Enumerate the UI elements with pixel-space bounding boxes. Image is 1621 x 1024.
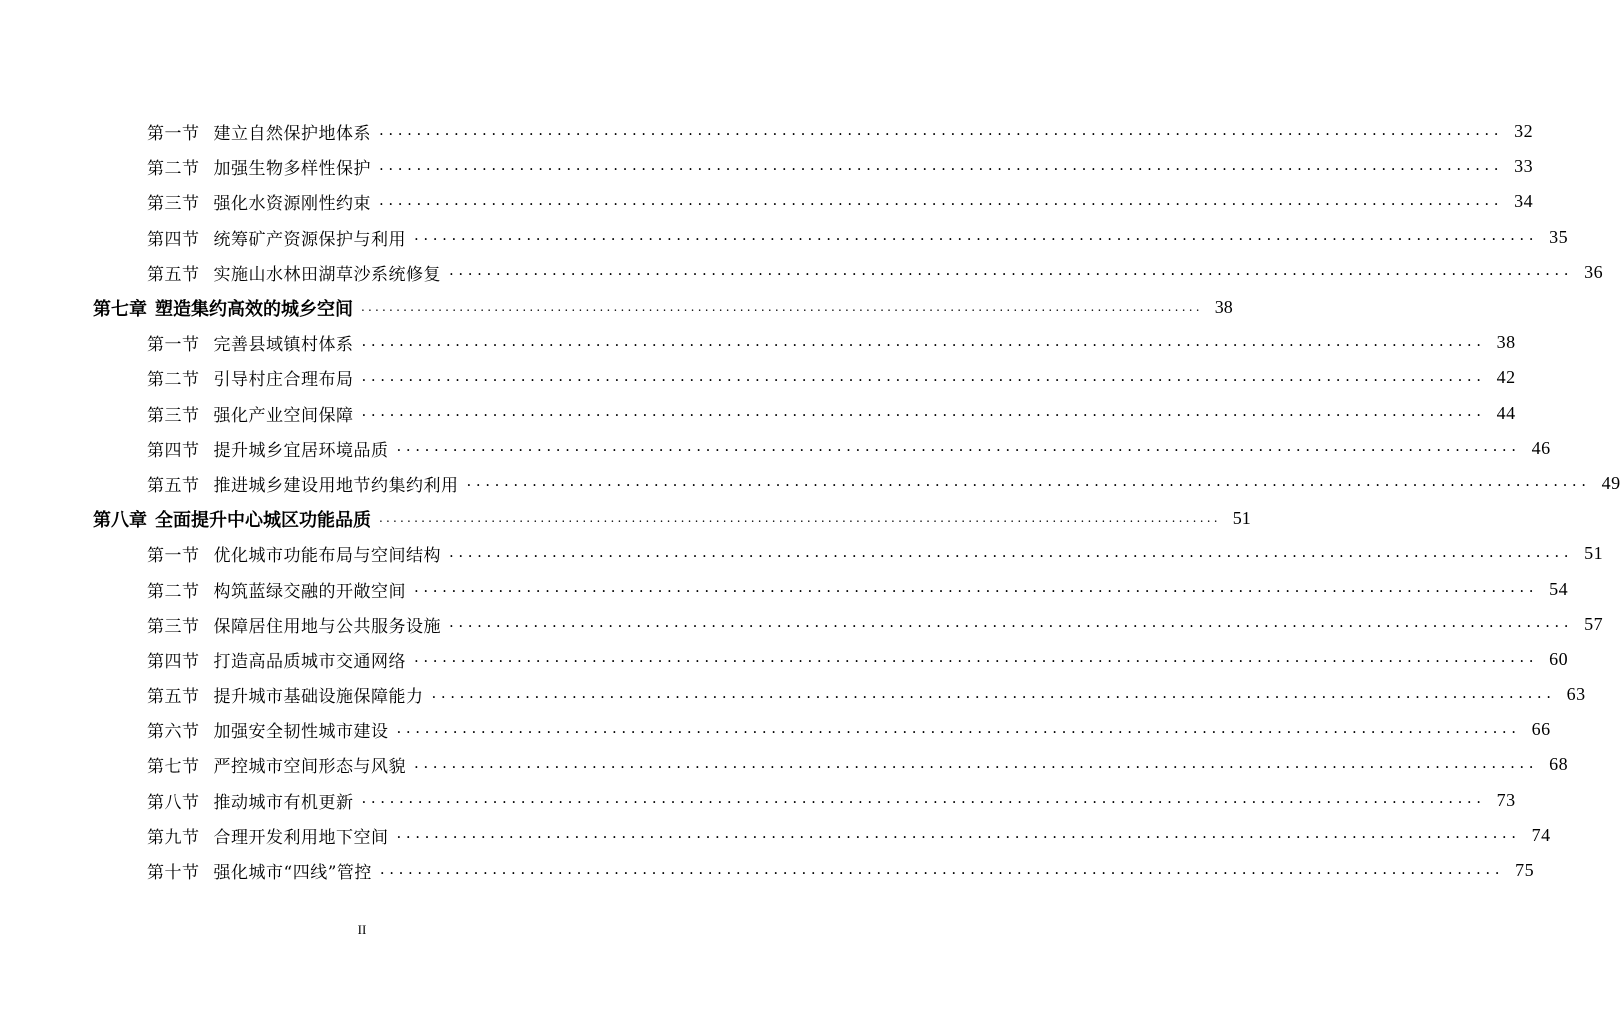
- toc-chapter-number: 第八章: [93, 509, 147, 531]
- toc-entry-number: 第五节: [147, 475, 200, 496]
- toc-dot-leader: ........................................................................................................................: [414, 578, 1539, 597]
- toc-entry-title: 构筑蓝绿交融的开敞空间: [213, 581, 406, 602]
- toc-page-number: 51: [1232, 508, 1251, 529]
- toc-page-number: 49: [1601, 472, 1621, 493]
- toc-entry[interactable]: [0, 149, 1534, 184]
- toc-page-number: 73: [1496, 789, 1516, 810]
- toc-dot-leader: ........................................................................................................................: [449, 613, 1574, 632]
- toc-dot-leader: ........................................................................................................................: [361, 331, 1486, 350]
- toc-entry[interactable]: [0, 853, 1535, 888]
- toc-entry[interactable]: [0, 325, 1516, 360]
- toc-dot-leader: ........................................................................................................................: [414, 226, 1539, 245]
- table-of-contents: [0, 114, 1621, 888]
- toc-entry-number: 第一节: [147, 124, 200, 145]
- toc-page-number: 33: [1514, 156, 1534, 177]
- toc-page-number: 38: [1496, 332, 1516, 353]
- toc-entry[interactable]: [0, 571, 1569, 606]
- toc-entry-title: 实施山水林田湖草沙系统修复: [213, 264, 441, 285]
- toc-entry-number: 第三节: [147, 194, 200, 215]
- toc-entry-title: 完善县域镇村体系: [213, 335, 354, 356]
- toc-page-number: 42: [1496, 367, 1516, 388]
- toc-entry-number: 第二节: [147, 370, 200, 391]
- toc-chapter-entry[interactable]: [0, 501, 1251, 536]
- toc-entry-title: 强化产业空间保障: [213, 405, 354, 426]
- toc-entry-number: 第五节: [147, 264, 200, 285]
- toc-entry-title: 严控城市空间形态与风貌: [213, 757, 406, 778]
- toc-entry-number: 第二节: [147, 159, 200, 180]
- toc-dot-leader: ........................................................................................................................: [361, 402, 1486, 421]
- toc-entry-title: 保障居住用地与公共服务设施: [213, 616, 441, 637]
- toc-entry-number: 第四节: [147, 651, 200, 672]
- toc-dot-leader: ........................................................................................................................: [396, 718, 1521, 737]
- toc-page-number: 34: [1514, 191, 1534, 212]
- toc-entry-number: 第四节: [147, 229, 200, 250]
- toc-entry-number: 第九节: [147, 827, 200, 848]
- toc-entry-title: 优化城市功能布局与空间结构: [213, 546, 441, 567]
- toc-entry-number: 第二节: [147, 581, 200, 602]
- toc-page-number: 57: [1584, 613, 1604, 634]
- toc-chapter-title: 塑造集约高效的城乡空间: [155, 298, 353, 320]
- toc-entry[interactable]: [0, 431, 1551, 466]
- toc-dot-leader: ........................................................................................................................: [361, 789, 1486, 808]
- toc-entry-title: 提升城市基础设施保障能力: [213, 687, 424, 708]
- toc-dot-leader: ........................................................................................................................: [379, 155, 1504, 174]
- toc-entry-title: 统筹矿产资源保护与利用: [213, 229, 406, 250]
- toc-entry-number: 第五节: [147, 687, 200, 708]
- toc-entry-title: 合理开发利用地下空间: [213, 827, 389, 848]
- toc-entry[interactable]: [0, 466, 1621, 501]
- toc-dot-leader: ........................................................................................................................: [361, 299, 1203, 314]
- toc-dot-leader: ........................................................................................................................: [466, 472, 1591, 491]
- toc-entry-title: 建立自然保护地体系: [213, 124, 371, 145]
- toc-page-number: 38: [1214, 297, 1233, 318]
- toc-entry[interactable]: [0, 114, 1534, 149]
- toc-entry[interactable]: [0, 360, 1516, 395]
- toc-dot-leader: ........................................................................................................................: [379, 510, 1221, 525]
- toc-entry-number: 第四节: [147, 440, 200, 461]
- toc-entry-number: 第一节: [147, 335, 200, 356]
- toc-dot-leader: ........................................................................................................................: [361, 366, 1486, 385]
- toc-dot-leader: ........................................................................................................................: [396, 437, 1521, 456]
- toc-page-number: 36: [1584, 261, 1604, 282]
- toc-page-number: 35: [1549, 226, 1569, 247]
- toc-entry[interactable]: [0, 396, 1516, 431]
- toc-entry-title: 提升城乡宜居环境品质: [213, 440, 389, 461]
- toc-entry[interactable]: [0, 607, 1604, 642]
- toc-entry-number: 第三节: [147, 616, 200, 637]
- toc-page-number: 32: [1514, 121, 1534, 142]
- toc-entry-title: 打造高品质城市交通网络: [213, 651, 406, 672]
- toc-page-number: 46: [1531, 437, 1551, 458]
- toc-chapter-entry[interactable]: [0, 290, 1233, 325]
- page-footer-number: II: [357, 922, 367, 937]
- toc-entry[interactable]: [0, 677, 1586, 712]
- toc-entry-title: 加强生物多样性保护: [213, 159, 371, 180]
- toc-dot-leader: ........................................................................................................................: [379, 120, 1504, 139]
- toc-entry-number: 第一节: [147, 546, 200, 567]
- toc-entry-number: 第七节: [147, 757, 200, 778]
- toc-chapter-number: 第七章: [93, 298, 147, 320]
- toc-entry-number: 第三节: [147, 405, 200, 426]
- toc-dot-leader: ........................................................................................................................: [449, 261, 1574, 280]
- toc-dot-leader: ........................................................................................................................: [431, 683, 1556, 702]
- toc-entry-title: 加强安全韧性城市建设: [213, 722, 389, 743]
- toc-dot-leader: ........................................................................................................................: [414, 753, 1539, 772]
- toc-page-number: 68: [1549, 754, 1569, 775]
- toc-entry-number: 第六节: [147, 722, 200, 743]
- toc-entry-title: 推动城市有机更新: [213, 792, 354, 813]
- toc-entry[interactable]: [0, 712, 1551, 747]
- toc-entry[interactable]: [0, 818, 1551, 853]
- toc-page-number: 51: [1584, 543, 1604, 564]
- toc-entry-title: 引导村庄合理布局: [213, 370, 354, 391]
- toc-entry[interactable]: [0, 783, 1516, 818]
- toc-page-number: 44: [1496, 402, 1516, 423]
- toc-entry-number: 第八节: [147, 792, 200, 813]
- toc-entry[interactable]: [0, 184, 1534, 219]
- toc-dot-leader: ........................................................................................................................: [449, 542, 1574, 561]
- toc-dot-leader: ........................................................................................................................: [379, 190, 1504, 209]
- toc-entry[interactable]: [0, 747, 1569, 782]
- toc-page-number: 66: [1531, 719, 1551, 740]
- toc-entry-number: 第十节: [147, 863, 200, 884]
- toc-entry[interactable]: [0, 536, 1604, 571]
- toc-dot-leader: ........................................................................................................................: [396, 824, 1521, 843]
- toc-chapter-title: 全面提升中心城区功能品质: [155, 509, 371, 531]
- toc-dot-leader: ........................................................................................................................: [379, 859, 1505, 878]
- toc-entry-title: 强化水资源刚性约束: [213, 194, 371, 215]
- toc-page-number: 63: [1566, 684, 1586, 705]
- toc-entry[interactable]: [0, 220, 1569, 255]
- toc-dot-leader: ........................................................................................................................: [414, 648, 1539, 667]
- toc-page-number: 74: [1531, 824, 1551, 845]
- toc-page-number: 75: [1515, 860, 1535, 881]
- toc-entry[interactable]: [0, 642, 1569, 677]
- toc-entry-title: 推进城乡建设用地节约集约利用: [213, 475, 459, 496]
- toc-page-number: 60: [1549, 648, 1569, 669]
- toc-entry[interactable]: [0, 255, 1604, 290]
- toc-page-number: 54: [1549, 578, 1569, 599]
- toc-entry-title: 强化城市“四线”管控: [213, 863, 372, 884]
